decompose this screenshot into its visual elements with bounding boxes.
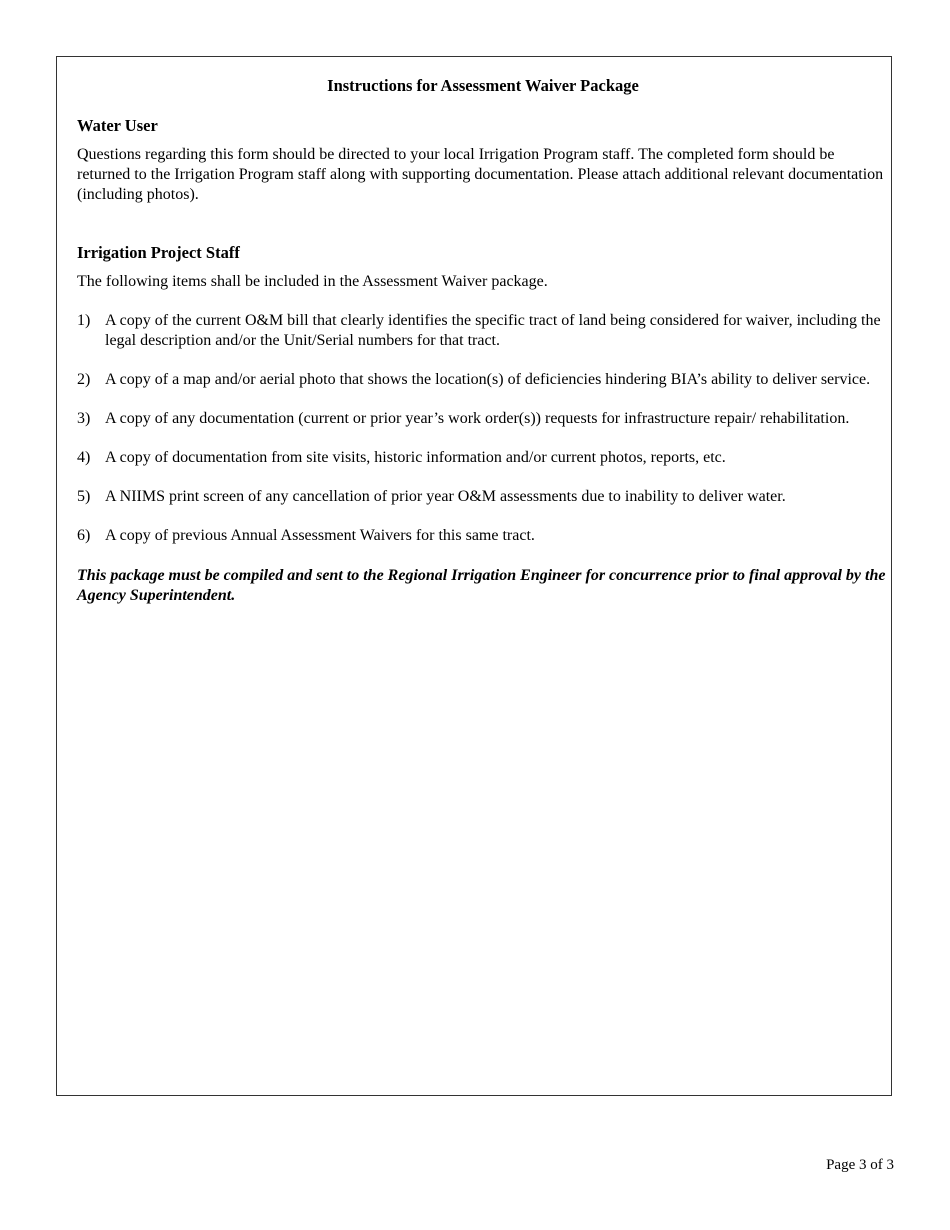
list-item	[77, 448, 889, 468]
list-item-text: A copy of documentation from site visits, historic information and/or current photos, reports, etc.	[105, 449, 726, 466]
list-item-number: 3)	[77, 410, 91, 427]
staff-heading: Irrigation Project Staff	[77, 243, 240, 262]
water-user-heading: Water User	[77, 116, 158, 135]
list-item	[77, 526, 889, 546]
list-item-text: A copy of the current O&M bill that clearly identifies the specific tract of land being considered for waiver, including the legal description and/or the Unit/Serial numbers for that tract.	[105, 312, 881, 349]
list-item	[77, 370, 889, 390]
list-item-number: 5)	[77, 488, 91, 505]
list-item-text: A copy of previous Annual Assessment Waivers for this same tract.	[105, 527, 535, 544]
list-item	[77, 487, 889, 507]
list-item-number: 2)	[77, 371, 91, 388]
list-item-text: A copy of any documentation (current or prior year’s work order(s)) requests for infrastructure repair/ rehabilitation.	[105, 410, 850, 427]
approval-note: This package must be compiled and sent to the Regional Irrigation Engineer for concurrence prior to final approval by the Agency Superintendent.	[77, 567, 886, 604]
instructions-frame	[56, 56, 892, 1096]
list-item-text: A copy of a map and/or aerial photo that shows the location(s) of deficiencies hindering BIA’s ability to deliver service.	[105, 371, 871, 388]
list-item-number: 4)	[77, 449, 91, 466]
staff-intro: The following items shall be included in the Assessment Waiver package.	[77, 273, 548, 290]
page-title: Instructions for Assessment Waiver Package	[327, 76, 639, 95]
water-user-paragraph: Questions regarding this form should be directed to your local Irrigation Program staff. The completed form should be returned to the Irrigation Program staff along with supporting documentation. Please attach additional relevant documentation (including photos).	[77, 146, 884, 203]
list-item-number: 1)	[77, 312, 91, 329]
page-number: Page 3 of 3	[826, 1157, 894, 1173]
instructions-content	[77, 76, 889, 606]
list-item	[77, 311, 889, 351]
list-item-number: 6)	[77, 527, 91, 544]
list-item-text: A NIIMS print screen of any cancellation of prior year O&M assessments due to inability to deliver water.	[105, 488, 786, 505]
list-item	[77, 409, 889, 429]
required-items-list	[77, 311, 889, 546]
